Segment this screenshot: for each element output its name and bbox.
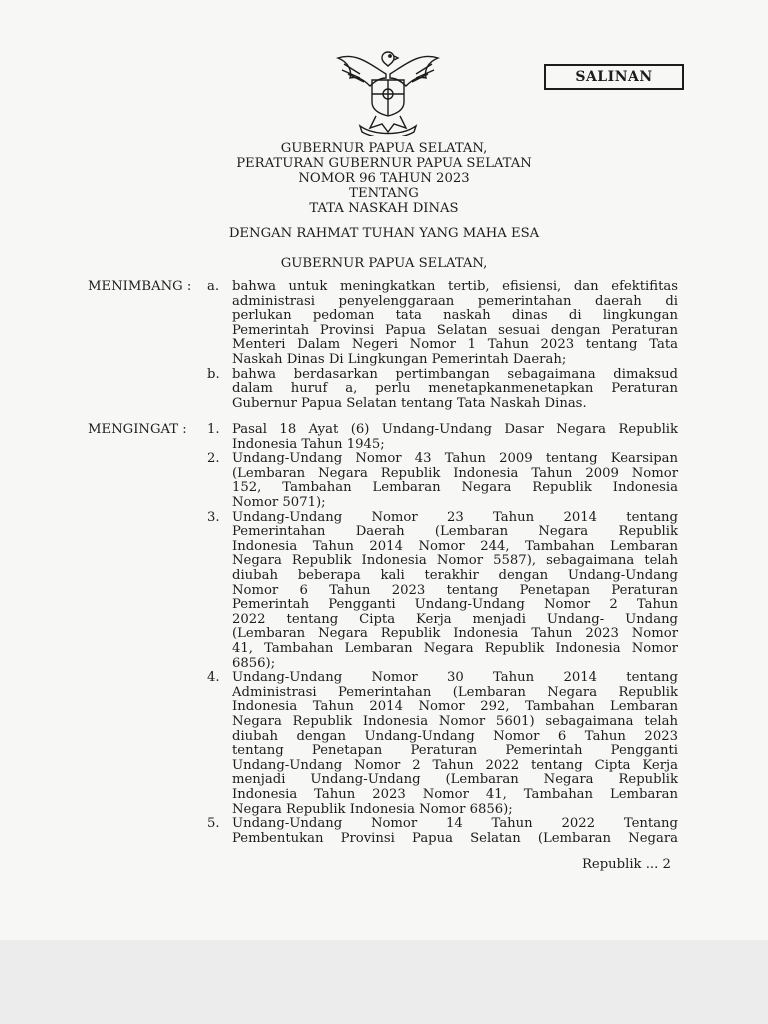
menimbang-b-line: dalam huruf a, perlu menetapkanmenetapkan Peraturan (232, 381, 678, 397)
header-tentang: TENTANG (349, 186, 419, 201)
mengingat-item-line: Pasal 18 Ayat (6) Undang-Undang Dasar Negara Republik (232, 422, 678, 437)
mengingat-item-line: Undang-Undang Nomor 2 Tahun 2022 tentang Cipta Kerja (232, 757, 678, 773)
header-regulation: PERATURAN GUBERNUR PAPUA SELATAN (236, 156, 532, 171)
menimbang-b-marker: b. (207, 366, 220, 382)
page-continuation: Republik ... 2 (582, 857, 671, 872)
mengingat-item-line: Undang-Undang Nomor 23 Tahun 2014 tentang (232, 509, 678, 525)
mengingat-item-line: 152, Tambahan Lembaran Negara Republik Indonesia (232, 480, 678, 496)
mengingat-item-line: Indonesia Tahun 2014 Nomor 244, Tambahan Lembaran (232, 538, 678, 554)
mengingat-label: MENGINGAT : (88, 422, 187, 437)
mengingat-item-line: Indonesia Tahun 2014 Nomor 292, Tambahan Lembaran (232, 699, 678, 715)
salinan-stamp: SALINAN (544, 64, 684, 90)
mengingat-item-line: Pemerintah Pengganti Undang-Undang Nomor 2 Tahun (232, 597, 678, 613)
mengingat-item-line: Negara Republik Indonesia Nomor 5587), sebagaimana telah (232, 553, 678, 569)
signer-title: GUBERNUR PAPUA SELATAN, (280, 256, 488, 271)
mengingat-item-line: Administrasi Pemerintahan (Lembaran Negara Republik (232, 684, 678, 700)
mengingat-item-line: (Lembaran Negara Republik Indonesia Tahun 2023 Nomor (232, 626, 678, 642)
mengingat-item-line: Pembentukan Provinsi Papua Selatan (Lembaran Negara (232, 830, 678, 846)
mengingat-item-line: Indonesia Tahun 2023 Nomor 41, Tambahan Lembaran (232, 787, 678, 802)
item-number: 1. (207, 422, 220, 437)
mengingat-item-line: 2022 tentang Cipta Kerja menjadi Undang- Undang (232, 611, 678, 627)
menimbang-b-line: Gubernur Papua Selatan tentang Tata Naskah Dinas. (232, 395, 587, 411)
menimbang-b-line: bahwa berdasarkan pertimbangan sebagaimana dimaksud (232, 366, 678, 382)
mengingat-item-line: Indonesia Tahun 1945; (232, 436, 385, 452)
mengingat-item-line: tentang Penetapan Peraturan Pemerintah Pengganti (232, 743, 678, 759)
item-number: 5. (207, 816, 220, 832)
menimbang-a-line: administrasi penyelenggaraan pemerintahan daerah di (232, 293, 678, 309)
mengingat-item-line: diubah dengan Undang-Undang Nomor 6 Tahun 2023 (232, 728, 678, 744)
mengingat-item-line: (Lembaran Negara Republik Indonesia Tahun 2009 Nomor (232, 465, 678, 481)
menimbang-label: MENIMBANG : (88, 279, 192, 294)
garuda-emblem-icon (330, 44, 446, 136)
menimbang-a-line: bahwa untuk meningkatkan tertib, efisiensi, dan efektifitas (232, 279, 678, 294)
item-number: 2. (207, 451, 220, 467)
menimbang-a-line: Naskah Dinas Di Lingkungan Pemerintah Daerah; (232, 352, 567, 367)
mengingat-item-line: Nomor 6 Tahun 2023 tentang Penetapan Peraturan (232, 582, 678, 598)
menimbang-a-line: Menteri Dalam Negeri Nomor 1 Tahun 2023 tentang Tata (232, 337, 678, 353)
mengingat-item-line: 6856); (232, 655, 276, 671)
mengingat-item-line: 41, Tambahan Lembaran Negara Republik Indonesia Nomor (232, 641, 678, 656)
mengingat-item-line: Undang-Undang Nomor 30 Tahun 2014 tentang (232, 670, 678, 686)
header-subject: TATA NASKAH DINAS (309, 201, 459, 216)
mengingat-item-line: menjadi Undang-Undang (Lembaran Negara Republik (232, 772, 678, 788)
item-number: 4. (207, 670, 220, 686)
menimbang-a-line: Pemerintah Provinsi Papua Selatan sesuai dengan Peraturan (232, 322, 678, 338)
mengingat-item-line: Negara Republik Indonesia Nomor 5601) sebagaimana telah (232, 714, 678, 729)
mengingat-item-line: diubah beberapa kali terakhir dengan Undang-Undang (232, 568, 678, 583)
menimbang-a-marker: a. (207, 279, 220, 294)
menimbang-a-line: perlukan pedoman tata naskah dinas di lingkungan (232, 308, 678, 324)
opening-phrase: DENGAN RAHMAT TUHAN YANG MAHA ESA (228, 226, 540, 241)
mengingat-item-line: Negara Republik Indonesia Nomor 6856); (232, 801, 513, 817)
mengingat-item-line: Undang-Undang Nomor 43 Tahun 2009 tentang Kearsipan (232, 451, 678, 467)
mengingat-item-line: Pemerintahan Daerah (Lembaran Negara Republik (232, 524, 678, 540)
header-number: NOMOR 96 TAHUN 2023 (298, 171, 470, 186)
header-governor: GUBERNUR PAPUA SELATAN, (280, 141, 488, 156)
item-number: 3. (207, 509, 220, 525)
mengingat-item-line: Undang-Undang Nomor 14 Tahun 2022 Tentang (232, 816, 678, 832)
mengingat-item-line: Nomor 5071); (232, 495, 326, 510)
